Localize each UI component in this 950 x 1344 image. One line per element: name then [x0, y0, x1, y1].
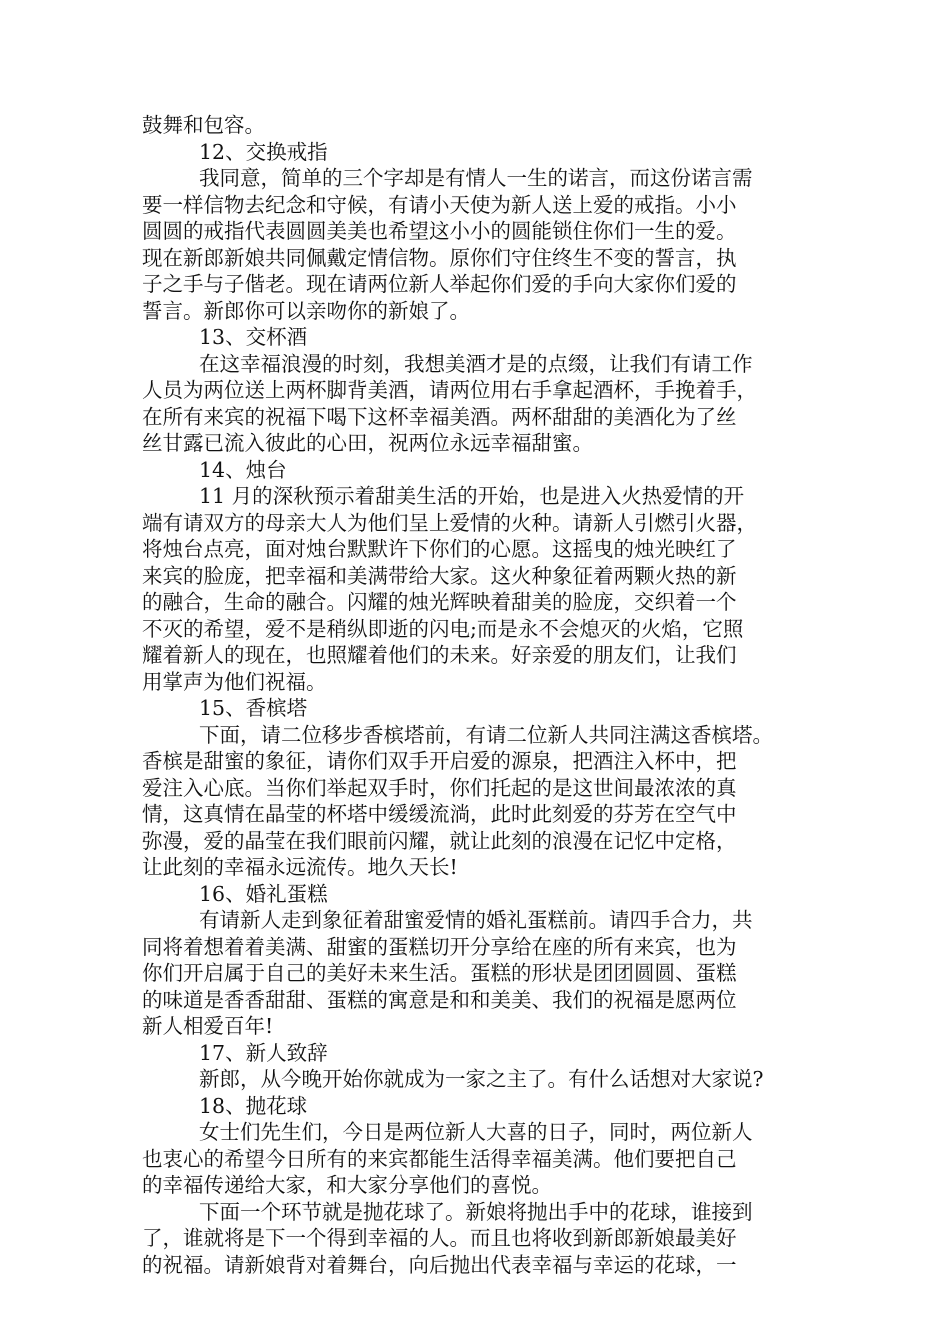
section-heading: 17、新人致辞: [199, 1040, 328, 1065]
paragraph-line: 的融合，生命的融合。闪耀的烛光辉映着甜美的脸庞，交织着一个: [142, 590, 737, 614]
paragraph-line: 端有请双方的母亲大人为他们呈上爱情的火种。请新人引燃引火器，: [142, 510, 757, 535]
paragraph-line: 香槟是甜蜜的象征，请你们双手开启爱的源泉，把酒注入杯中，把: [142, 749, 737, 773]
section-heading: 16、婚礼蛋糕: [199, 881, 328, 906]
paragraph-line: 来宾的脸庞，把幸福和美满带给大家。这火种象征着两颗火热的新: [142, 563, 737, 588]
paragraph-line: 也衷心的希望今日所有的来宾都能生活得幸福美满。他们要把自己: [142, 1146, 737, 1171]
paragraph-line: 在这幸福浪漫的时刻，我想美酒才是的点缀，让我们有请工作: [199, 351, 753, 376]
paragraph-line: 的味道是香香甜甜、蛋糕的寓意是和和美美、我们的祝福是愿两位: [142, 987, 737, 1012]
paragraph-line: 了，谁就将是下一个得到幸福的人。而且也将收到新郎新娘最美好: [142, 1226, 737, 1250]
paragraph-line: 下面一个环节就是抛花球了。新娘将抛出手中的花球，谁接到: [199, 1199, 753, 1224]
paragraph-line: 爱注入心底。当你们举起双手时，你们托起的是这世间最浓浓的真: [142, 775, 737, 800]
paragraph-line: 誓言。新郎你可以亲吻你的新娘了。: [142, 298, 470, 323]
paragraph-line: 在所有来宾的祝福下喝下这杯幸福美酒。两杯甜甜的美酒化为了丝: [142, 404, 737, 429]
paragraph-line: 用掌声为他们祝福。: [142, 669, 327, 694]
paragraph-line: 人员为两位送上两杯脚背美酒，请两位用右手拿起酒杯，手挽着手，: [142, 378, 757, 402]
paragraph-line: 女士们先生们，今日是两位新人大喜的日子，同时，两位新人: [199, 1120, 753, 1144]
paragraph-line: 新郎，从今晚开始你就成为一家之主了。有什么话想对大家说?: [199, 1067, 764, 1091]
paragraph-line: 的幸福传递给大家，和大家分享他们的喜悦。: [142, 1173, 552, 1197]
paragraph-line: 丝甘露已流入彼此的心田，祝两位永远幸福甜蜜。: [142, 431, 593, 455]
paragraph-line: 情，这真情在晶莹的杯塔中缓缓流淌，此时此刻爱的芬芳在空气中: [142, 802, 737, 826]
document-page: [142, 112, 830, 1278]
section-heading: 13、交杯酒: [199, 325, 308, 349]
paragraph-line: 下面，请二位移步香槟塔前，有请二位新人共同注满这香槟塔。: [199, 722, 773, 747]
paragraph-line: 11 月的深秋预示着甜美生活的开始，也是进入火热爱情的开: [199, 484, 745, 508]
section-heading: 14、烛台: [199, 457, 287, 482]
paragraph-line: 子之手与子偕老。现在请两位新人举起你们爱的手向大家你们爱的: [142, 272, 737, 296]
paragraph-line: 我同意，简单的三个字却是有情人一生的诺言，而这份诺言需: [199, 166, 753, 190]
paragraph-line: 新人相爱百年!: [142, 1014, 274, 1038]
paragraph-line: 不灭的希望，爱不是稍纵即逝的闪电;而是永不会熄灭的火焰，它照: [142, 616, 744, 641]
section-heading: 12、交换戒指: [199, 139, 328, 164]
paragraph-line: 将烛台点亮，面对烛台默默许下你们的心愿。这摇曳的烛光映红了: [142, 537, 737, 561]
section-heading: 15、香槟塔: [199, 696, 308, 720]
paragraph-line: 你们开启属于自己的美好未来生活。蛋糕的形状是团团圆圆、蛋糕: [142, 961, 737, 985]
paragraph-line: 现在新郎新娘共同佩戴定情信物。原你们守住终生不变的誓言，执: [142, 245, 737, 270]
paragraph-line: 的祝福。请新娘背对着舞台，向后抛出代表幸福与幸运的花球，一: [142, 1252, 737, 1277]
paragraph-line: 同将着想着着美满、甜蜜的蛋糕切开分享给在座的所有来宾，也为: [142, 934, 737, 959]
paragraph-line: 耀着新人的现在，也照耀着他们的未来。好亲爱的朋友们，让我们: [142, 643, 737, 667]
paragraph-line: 弥漫，爱的晶莹在我们眼前闪耀，就让此刻的浪漫在记忆中定格，: [142, 828, 737, 853]
paragraph-line: 有请新人走到象征着甜蜜爱情的婚礼蛋糕前。请四手合力，共: [199, 908, 753, 932]
section-heading: 18、抛花球: [199, 1093, 308, 1118]
paragraph-line: 圆圆的戒指代表圆圆美美也希望这小小的圆能锁住你们一生的爱。: [142, 219, 737, 243]
paragraph-line: 让此刻的幸福永远流传。地久天长!: [142, 855, 458, 879]
paragraph-line: 要一样信物去纪念和守候，有请小天使为新人送上爱的戒指。小小: [142, 192, 737, 217]
paragraph-line: 鼓舞和包容。: [142, 113, 265, 137]
